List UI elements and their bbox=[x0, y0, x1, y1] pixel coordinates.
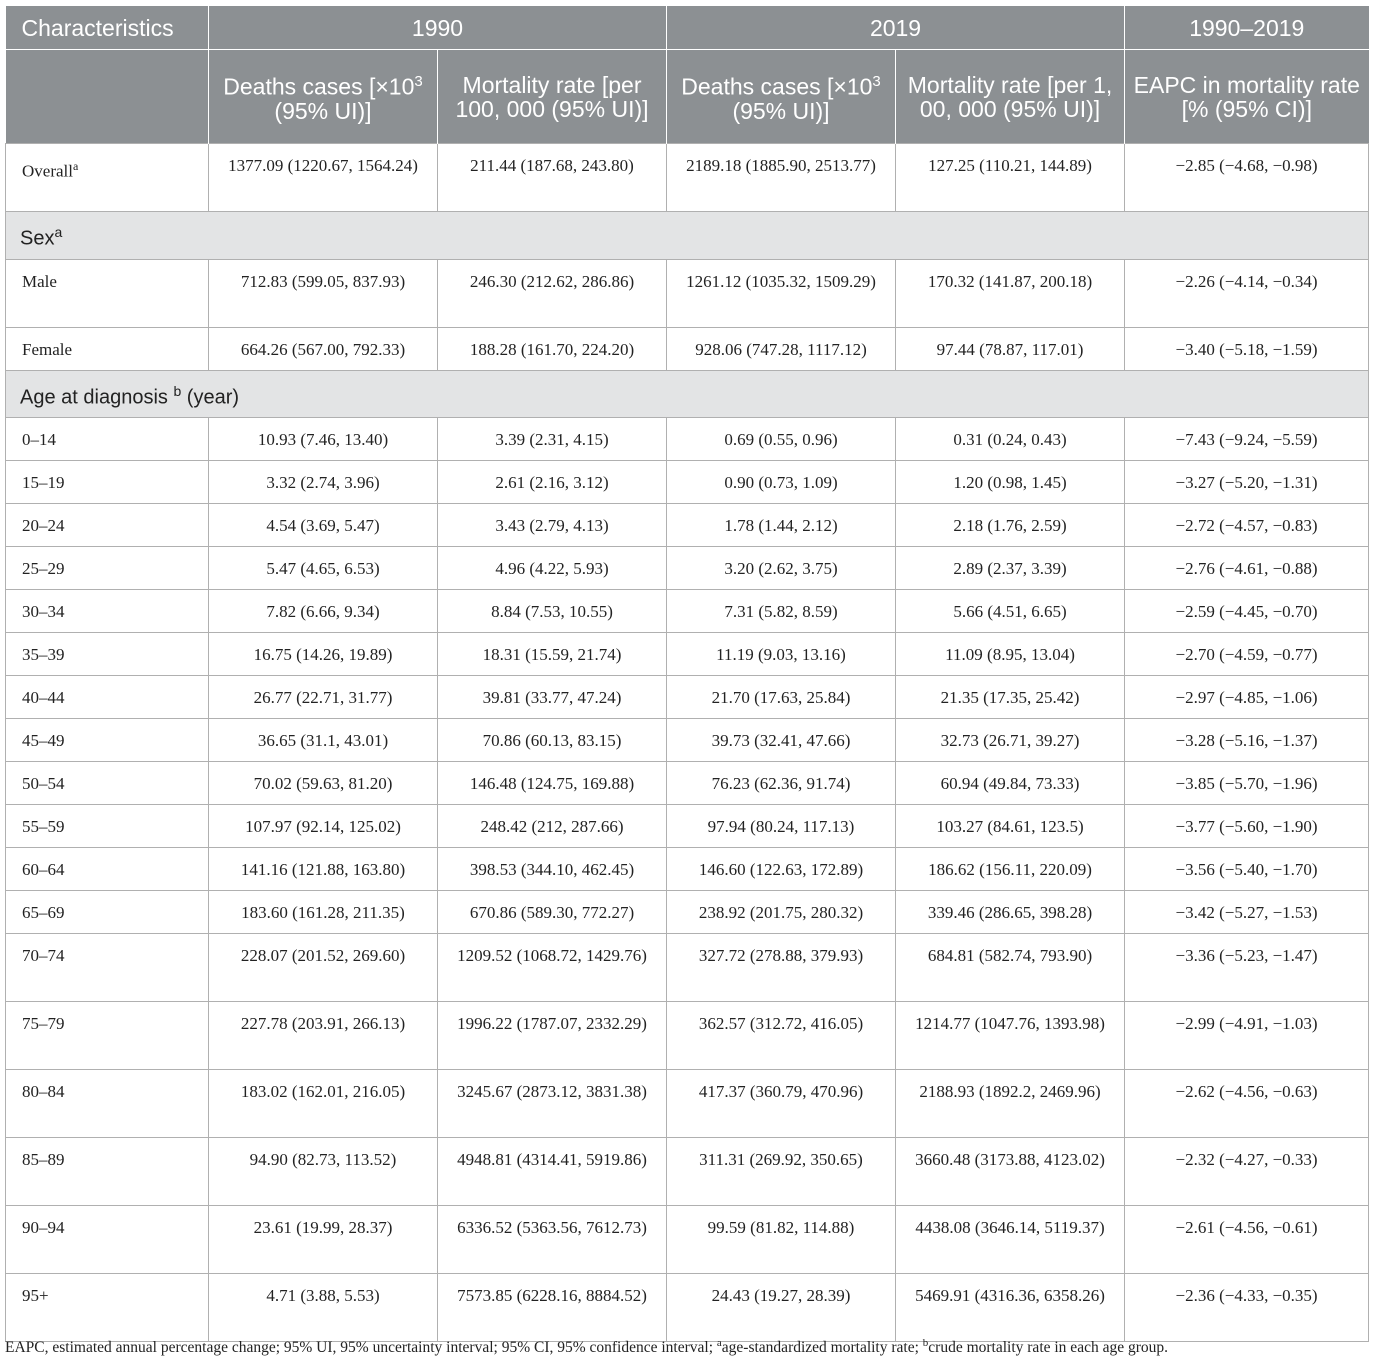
table-row bbox=[6, 848, 1369, 891]
row-label bbox=[6, 805, 209, 848]
table-cell: 339.46 (286.65, 398.28) bbox=[896, 891, 1125, 934]
table-cell: 146.60 (122.63, 172.89) bbox=[667, 848, 896, 891]
table-cell: 5.47 (4.65, 6.53) bbox=[209, 547, 438, 590]
table-cell: 21.35 (17.35, 25.42) bbox=[896, 676, 1125, 719]
table-cell: −3.77 (−5.60, −1.90) bbox=[1125, 805, 1369, 848]
table-cell: 32.73 (26.71, 39.27) bbox=[896, 719, 1125, 762]
header-rate-1990 bbox=[438, 50, 667, 144]
header-row-metrics bbox=[6, 50, 1369, 144]
table-cell: −3.27 (−5.20, −1.31) bbox=[1125, 461, 1369, 504]
table-cell: 127.25 (110.21, 144.89) bbox=[896, 144, 1125, 212]
row-label-text: 35–39 bbox=[22, 645, 65, 665]
row-label bbox=[6, 461, 209, 504]
table-cell: −3.36 (−5.23, −1.47) bbox=[1125, 934, 1369, 1002]
table-row bbox=[6, 1070, 1369, 1138]
row-label-text: Overall bbox=[22, 161, 73, 181]
table-cell: 311.31 (269.92, 350.65) bbox=[667, 1138, 896, 1206]
row-label-text: 20–24 bbox=[22, 516, 65, 536]
row-label bbox=[6, 1002, 209, 1070]
footnote-text: EAPC, estimated annual percentage change; 95% UI, 95% uncertainty interval; 95% CI, 95% confidence interval; bbox=[5, 1339, 717, 1357]
table-cell: −3.40 (−5.18, −1.59) bbox=[1125, 327, 1369, 370]
row-label bbox=[6, 1206, 209, 1274]
header-text: EAPC in mortality rate [% (95% CI)] bbox=[1133, 71, 1360, 122]
table-cell: 141.16 (121.88, 163.80) bbox=[209, 848, 438, 891]
row-label-text: 25–29 bbox=[22, 559, 65, 579]
row-label bbox=[6, 327, 209, 370]
table-cell: 211.44 (187.68, 243.80) bbox=[438, 144, 667, 212]
section-label-sup: a bbox=[54, 224, 63, 240]
table-row bbox=[6, 934, 1369, 1002]
row-label-text: 40–44 bbox=[22, 688, 65, 708]
row-label-text: 90–94 bbox=[22, 1218, 65, 1238]
table-cell: 3660.48 (3173.88, 4123.02) bbox=[896, 1138, 1125, 1206]
table-row bbox=[6, 762, 1369, 805]
table-cell: 11.19 (9.03, 13.16) bbox=[667, 633, 896, 676]
header-eapc bbox=[1125, 50, 1369, 144]
table-cell: 2189.18 (1885.90, 2513.77) bbox=[667, 144, 896, 212]
table-cell: −2.61 (−4.56, −0.61) bbox=[1125, 1206, 1369, 1274]
table-cell: 183.60 (161.28, 211.35) bbox=[209, 891, 438, 934]
row-label-text: 75–79 bbox=[22, 1014, 65, 1034]
table-cell: −2.36 (−4.33, −0.35) bbox=[1125, 1274, 1369, 1342]
table-cell: 5.66 (4.51, 6.65) bbox=[896, 590, 1125, 633]
table-cell: −2.59 (−4.45, −0.70) bbox=[1125, 590, 1369, 633]
row-label-text: Male bbox=[22, 271, 57, 291]
header-characteristics: Characteristics bbox=[6, 6, 209, 50]
row-label bbox=[6, 934, 209, 1002]
header-year-1990: 1990 bbox=[209, 6, 667, 50]
row-label bbox=[6, 259, 209, 327]
row-label bbox=[6, 590, 209, 633]
table-cell: 16.75 (14.26, 19.89) bbox=[209, 633, 438, 676]
table-cell: 186.62 (156.11, 220.09) bbox=[896, 848, 1125, 891]
table-row bbox=[6, 461, 1369, 504]
mortality-table bbox=[5, 6, 1369, 1342]
header-text: (95% UI)] bbox=[274, 97, 372, 124]
table-header bbox=[6, 6, 1369, 144]
row-label bbox=[6, 891, 209, 934]
table-cell: 362.57 (312.72, 416.05) bbox=[667, 1002, 896, 1070]
table-row bbox=[6, 891, 1369, 934]
table-cell: 11.09 (8.95, 13.04) bbox=[896, 633, 1125, 676]
row-label-text: 50–54 bbox=[22, 774, 65, 794]
table-cell: 36.65 (31.1, 43.01) bbox=[209, 719, 438, 762]
table-cell: −2.70 (−4.59, −0.77) bbox=[1125, 633, 1369, 676]
table-cell: 8.84 (7.53, 10.55) bbox=[438, 590, 667, 633]
table-cell: 664.26 (567.00, 792.33) bbox=[209, 327, 438, 370]
table-cell: 4438.08 (3646.14, 5119.37) bbox=[896, 1206, 1125, 1274]
header-deaths-2019 bbox=[667, 50, 896, 144]
table-cell: 228.07 (201.52, 269.60) bbox=[209, 934, 438, 1002]
row-label bbox=[6, 762, 209, 805]
table-row bbox=[6, 1206, 1369, 1274]
section-label-text: Sex bbox=[20, 227, 55, 250]
table-cell: 417.37 (360.79, 470.96) bbox=[667, 1070, 896, 1138]
table-cell: 170.32 (141.87, 200.18) bbox=[896, 259, 1125, 327]
table-cell: −3.28 (−5.16, −1.37) bbox=[1125, 719, 1369, 762]
row-label-sup: a bbox=[72, 159, 79, 173]
table-cell: −3.42 (−5.27, −1.53) bbox=[1125, 891, 1369, 934]
footnote-sup-a: a bbox=[716, 1337, 722, 1349]
table-cell: −3.85 (−5.70, −1.96) bbox=[1125, 762, 1369, 805]
row-label-text: 70–74 bbox=[22, 946, 65, 966]
table-cell: 39.81 (33.77, 47.24) bbox=[438, 676, 667, 719]
table-cell: 670.86 (589.30, 772.27) bbox=[438, 891, 667, 934]
row-label-text: Female bbox=[22, 339, 73, 359]
row-label-text: 95+ bbox=[22, 1286, 49, 1306]
footnote-sup-b: b bbox=[922, 1337, 929, 1349]
section-label-sup: b bbox=[173, 382, 182, 399]
table-cell: 7.82 (6.66, 9.34) bbox=[209, 590, 438, 633]
row-label bbox=[6, 848, 209, 891]
table-cell: 3.32 (2.74, 3.96) bbox=[209, 461, 438, 504]
table-cell: 188.28 (161.70, 224.20) bbox=[438, 327, 667, 370]
table-row bbox=[6, 590, 1369, 633]
header-deaths-1990 bbox=[209, 50, 438, 144]
table-cell: 1377.09 (1220.67, 1564.24) bbox=[209, 144, 438, 212]
table-cell: 3245.67 (2873.12, 3831.38) bbox=[438, 1070, 667, 1138]
table-cell: 1261.12 (1035.32, 1509.29) bbox=[667, 259, 896, 327]
header-text: (95% UI)] bbox=[732, 97, 830, 124]
header-year-2019: 2019 bbox=[667, 6, 1125, 50]
table-cell: −2.32 (−4.27, −0.33) bbox=[1125, 1138, 1369, 1206]
table-cell: 246.30 (212.62, 286.86) bbox=[438, 259, 667, 327]
table-cell: 712.83 (599.05, 837.93) bbox=[209, 259, 438, 327]
table-row bbox=[6, 1002, 1369, 1070]
row-label bbox=[6, 1138, 209, 1206]
table-cell: −7.43 (−9.24, −5.59) bbox=[1125, 418, 1369, 461]
table-cell: 4.54 (3.69, 5.47) bbox=[209, 504, 438, 547]
table-cell: 1214.77 (1047.76, 1393.98) bbox=[896, 1002, 1125, 1070]
table-cell: 3.43 (2.79, 4.13) bbox=[438, 504, 667, 547]
table-cell: 5469.91 (4316.36, 6358.26) bbox=[896, 1274, 1125, 1342]
table-cell: 398.53 (344.10, 462.45) bbox=[438, 848, 667, 891]
row-label-text: 80–84 bbox=[22, 1082, 65, 1102]
table-row bbox=[6, 144, 1369, 212]
table-cell: 39.73 (32.41, 47.66) bbox=[667, 719, 896, 762]
table-cell: 23.61 (19.99, 28.37) bbox=[209, 1206, 438, 1274]
section-label-text: Age at diagnosis bbox=[20, 386, 174, 409]
table-cell: 4948.81 (4314.41, 5919.86) bbox=[438, 1138, 667, 1206]
table-row bbox=[6, 418, 1369, 461]
table-cell: 238.92 (201.75, 280.32) bbox=[667, 891, 896, 934]
row-label bbox=[6, 144, 209, 212]
table-cell: −2.99 (−4.91, −1.03) bbox=[1125, 1002, 1369, 1070]
table-cell: −2.85 (−4.68, −0.98) bbox=[1125, 144, 1369, 212]
table-cell: 97.94 (80.24, 117.13) bbox=[667, 805, 896, 848]
table-cell: 1.20 (0.98, 1.45) bbox=[896, 461, 1125, 504]
table-cell: −2.97 (−4.85, −1.06) bbox=[1125, 676, 1369, 719]
header-row-years bbox=[6, 6, 1369, 50]
table-cell: 18.31 (15.59, 21.74) bbox=[438, 633, 667, 676]
table-row bbox=[6, 719, 1369, 762]
table-cell: −2.72 (−4.57, −0.83) bbox=[1125, 504, 1369, 547]
table-cell: 2.18 (1.76, 2.59) bbox=[896, 504, 1125, 547]
table-cell: 0.31 (0.24, 0.43) bbox=[896, 418, 1125, 461]
table-row bbox=[6, 676, 1369, 719]
row-label bbox=[6, 719, 209, 762]
header-blank bbox=[6, 50, 209, 144]
row-label-text: 30–34 bbox=[22, 602, 65, 622]
header-text: Deaths cases [×10 bbox=[681, 73, 873, 100]
table-cell: 99.59 (81.82, 114.88) bbox=[667, 1206, 896, 1274]
table-cell: 2.61 (2.16, 3.12) bbox=[438, 461, 667, 504]
table-cell: 76.23 (62.36, 91.74) bbox=[667, 762, 896, 805]
table-row bbox=[6, 1274, 1369, 1342]
table-cell: 97.44 (78.87, 117.01) bbox=[896, 327, 1125, 370]
footnote-text: age-standardized mortality rate; bbox=[721, 1339, 923, 1357]
table-row bbox=[6, 805, 1369, 848]
table-cell: 684.81 (582.74, 793.90) bbox=[896, 934, 1125, 1002]
table-cell: 10.93 (7.46, 13.40) bbox=[209, 418, 438, 461]
table-cell: 70.02 (59.63, 81.20) bbox=[209, 762, 438, 805]
header-rate-2019 bbox=[896, 50, 1125, 144]
table-cell: 7573.85 (6228.16, 8884.52) bbox=[438, 1274, 667, 1342]
table-cell: 146.48 (124.75, 169.88) bbox=[438, 762, 667, 805]
table-cell: 248.42 (212, 287.66) bbox=[438, 805, 667, 848]
table-cell: 3.20 (2.62, 3.75) bbox=[667, 547, 896, 590]
table-footnote bbox=[5, 1337, 1368, 1357]
table-row bbox=[6, 547, 1369, 590]
table-row bbox=[6, 1138, 1369, 1206]
table-cell: 4.96 (4.22, 5.93) bbox=[438, 547, 667, 590]
table-row bbox=[6, 259, 1369, 327]
row-label bbox=[6, 1070, 209, 1138]
table-cell: 1209.52 (1068.72, 1429.76) bbox=[438, 934, 667, 1002]
table-cell: 3.39 (2.31, 4.15) bbox=[438, 418, 667, 461]
table-cell: 70.86 (60.13, 83.15) bbox=[438, 719, 667, 762]
table-cell: 24.43 (19.27, 28.39) bbox=[667, 1274, 896, 1342]
header-text: Deaths cases [×10 bbox=[223, 73, 415, 100]
row-label bbox=[6, 418, 209, 461]
section-label bbox=[6, 370, 1369, 418]
table-cell: 2188.93 (1892.2, 2469.96) bbox=[896, 1070, 1125, 1138]
row-label-text: 65–69 bbox=[22, 903, 65, 923]
table-row bbox=[6, 633, 1369, 676]
table-cell: 183.02 (162.01, 216.05) bbox=[209, 1070, 438, 1138]
table-cell: 1.78 (1.44, 2.12) bbox=[667, 504, 896, 547]
table-cell: 1996.22 (1787.07, 2332.29) bbox=[438, 1002, 667, 1070]
row-label-text: 85–89 bbox=[22, 1150, 65, 1170]
mortality-table-container bbox=[5, 6, 1368, 1342]
table-cell: 2.89 (2.37, 3.39) bbox=[896, 547, 1125, 590]
table-cell: 6336.52 (5363.56, 7612.73) bbox=[438, 1206, 667, 1274]
row-label bbox=[6, 504, 209, 547]
header-text: Mortality rate [per 100, 000 (95% UI)] bbox=[455, 71, 649, 122]
header-text: Mortality rate [per 1, 00, 000 (95% UI)] bbox=[907, 71, 1113, 122]
table-cell: 928.06 (747.28, 1117.12) bbox=[667, 327, 896, 370]
table-cell: 103.27 (84.61, 123.5) bbox=[896, 805, 1125, 848]
header-period: 1990–2019 bbox=[1125, 6, 1369, 50]
row-label bbox=[6, 1274, 209, 1342]
table-row bbox=[6, 327, 1369, 370]
table-cell: 107.97 (92.14, 125.02) bbox=[209, 805, 438, 848]
table-cell: −3.56 (−5.40, −1.70) bbox=[1125, 848, 1369, 891]
row-label-text: 45–49 bbox=[22, 731, 65, 751]
row-label bbox=[6, 547, 209, 590]
section-row bbox=[6, 212, 1369, 260]
row-label bbox=[6, 676, 209, 719]
table-cell: 0.90 (0.73, 1.09) bbox=[667, 461, 896, 504]
table-cell: 21.70 (17.63, 25.84) bbox=[667, 676, 896, 719]
table-cell: −2.26 (−4.14, −0.34) bbox=[1125, 259, 1369, 327]
table-body bbox=[6, 144, 1369, 1342]
row-label-text: 0–14 bbox=[22, 430, 56, 450]
header-sup: 3 bbox=[872, 73, 881, 91]
footnote-text: crude mortality rate in each age group. bbox=[928, 1339, 1168, 1357]
row-label bbox=[6, 633, 209, 676]
row-label-text: 15–19 bbox=[22, 473, 65, 493]
table-row bbox=[6, 504, 1369, 547]
table-cell: 4.71 (3.88, 5.53) bbox=[209, 1274, 438, 1342]
table-cell: 227.78 (203.91, 266.13) bbox=[209, 1002, 438, 1070]
section-row bbox=[6, 370, 1369, 418]
table-cell: 60.94 (49.84, 73.33) bbox=[896, 762, 1125, 805]
table-cell: 94.90 (82.73, 113.52) bbox=[209, 1138, 438, 1206]
row-label-text: 55–59 bbox=[22, 817, 65, 837]
header-sup: 3 bbox=[414, 73, 423, 91]
table-cell: −2.62 (−4.56, −0.63) bbox=[1125, 1070, 1369, 1138]
table-cell: 7.31 (5.82, 8.59) bbox=[667, 590, 896, 633]
row-label-text: 60–64 bbox=[22, 860, 65, 880]
section-label-suffix: (year) bbox=[181, 386, 240, 409]
table-cell: 327.72 (278.88, 379.93) bbox=[667, 934, 896, 1002]
table-cell: 26.77 (22.71, 31.77) bbox=[209, 676, 438, 719]
table-cell: −2.76 (−4.61, −0.88) bbox=[1125, 547, 1369, 590]
section-label bbox=[6, 212, 1369, 260]
table-cell: 0.69 (0.55, 0.96) bbox=[667, 418, 896, 461]
